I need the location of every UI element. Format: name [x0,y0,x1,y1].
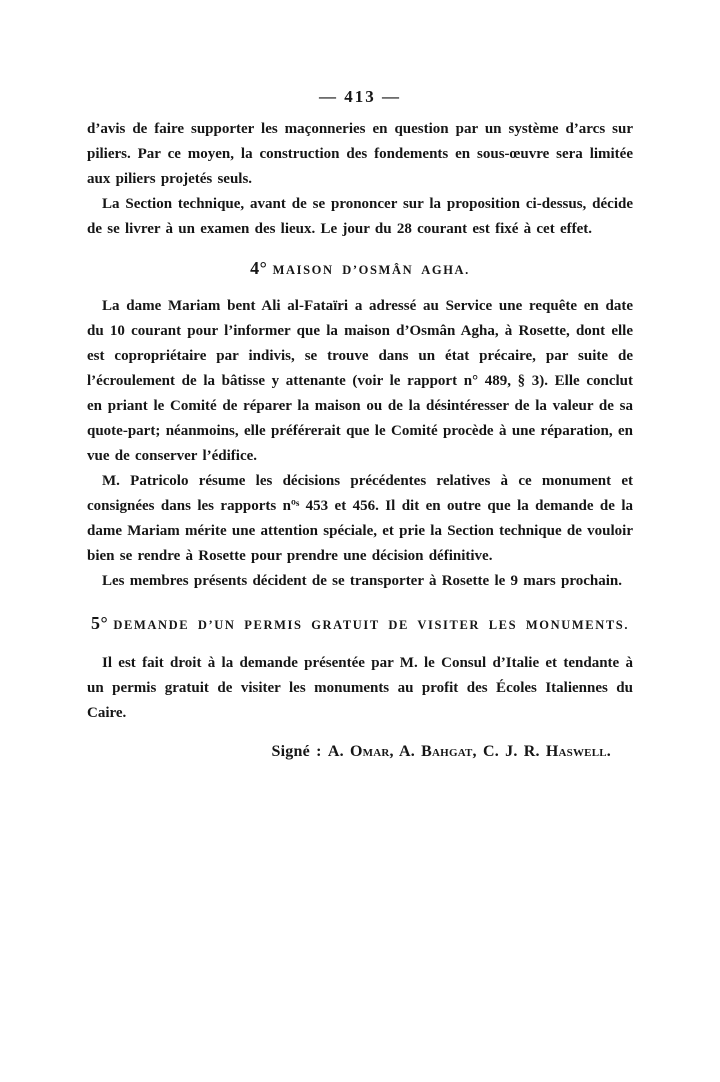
text-block [87,117,633,764]
page-number: — 413 — [319,87,401,106]
paragraph-consul-italie: Il est fait droit à la demande présentée par M. le Consul d’Italie et tendante à un permis gratuit de visiter les monuments au profit des Écoles Italiennes du Caire. [87,655,633,721]
section-heading-4-number: 4° [250,258,268,278]
signature-names: A. Omar, A. Bahgat, C. J. R. Haswell. [327,743,611,760]
section-heading-4 [87,256,633,282]
section-heading-4-title: MAISON D’OSMÂN AGHA. [272,263,470,277]
paragraph-arcs-continuation: d’avis de faire supporter les maçonneries en question par un système d’arcs sur piliers. Par ce moyen, la construction des fondements en sous-œuvre sera limitée aux piliers projetés seuls. [87,121,633,187]
paragraph-membres-decision: Les membres présents décident de se transporter à Rosette le 9 mars prochain. [102,573,623,589]
section-heading-5-title: DEMANDE D’UN PERMIS GRATUIT DE VISITER LES MONUMENTS. [113,618,630,632]
paragraph-section-technique: La Section technique, avant de se prononcer sur la proposition ci-dessus, décide de se livrer à un examen des lieux. Le jour du 28 courant est fixé à cet effet. [87,196,633,237]
signature-line [87,739,633,764]
section-heading-5 [87,611,633,637]
paragraph-patricolo-summary: M. Patricolo résume les décisions précédentes relatives à ce monument et consignées dans les rapports nºˢ 453 et 456. Il dit en outre que la demande de la dame Mariam mérite une attention spéciale, et prie la Section technique de vouloir bien se rendre à Rosette pour prendre une décision définitive. [87,473,633,564]
paragraph-mariam-request: La dame Mariam bent Ali al-Fataïri a adressé au Service une requête en date du 10 courant pour l’informer que la maison d’Osmân Agha, à Rosette, dont elle est copropriétaire par indivis, se trouve dans un état précaire, par suite de l’écroulement de la bâtisse y attenante (voir le rapport n° 489, § 3). Elle conclut en priant le Comité de réparer la maison ou de la désintéresser de la valeur de sa quote-part; néanmoins, elle préférerait que le Comité procède à une réparation, en vue de conserver l’édifice. [87,298,633,464]
section-heading-5-number: 5° [90,613,109,633]
signature-label: Signé : [271,743,322,760]
